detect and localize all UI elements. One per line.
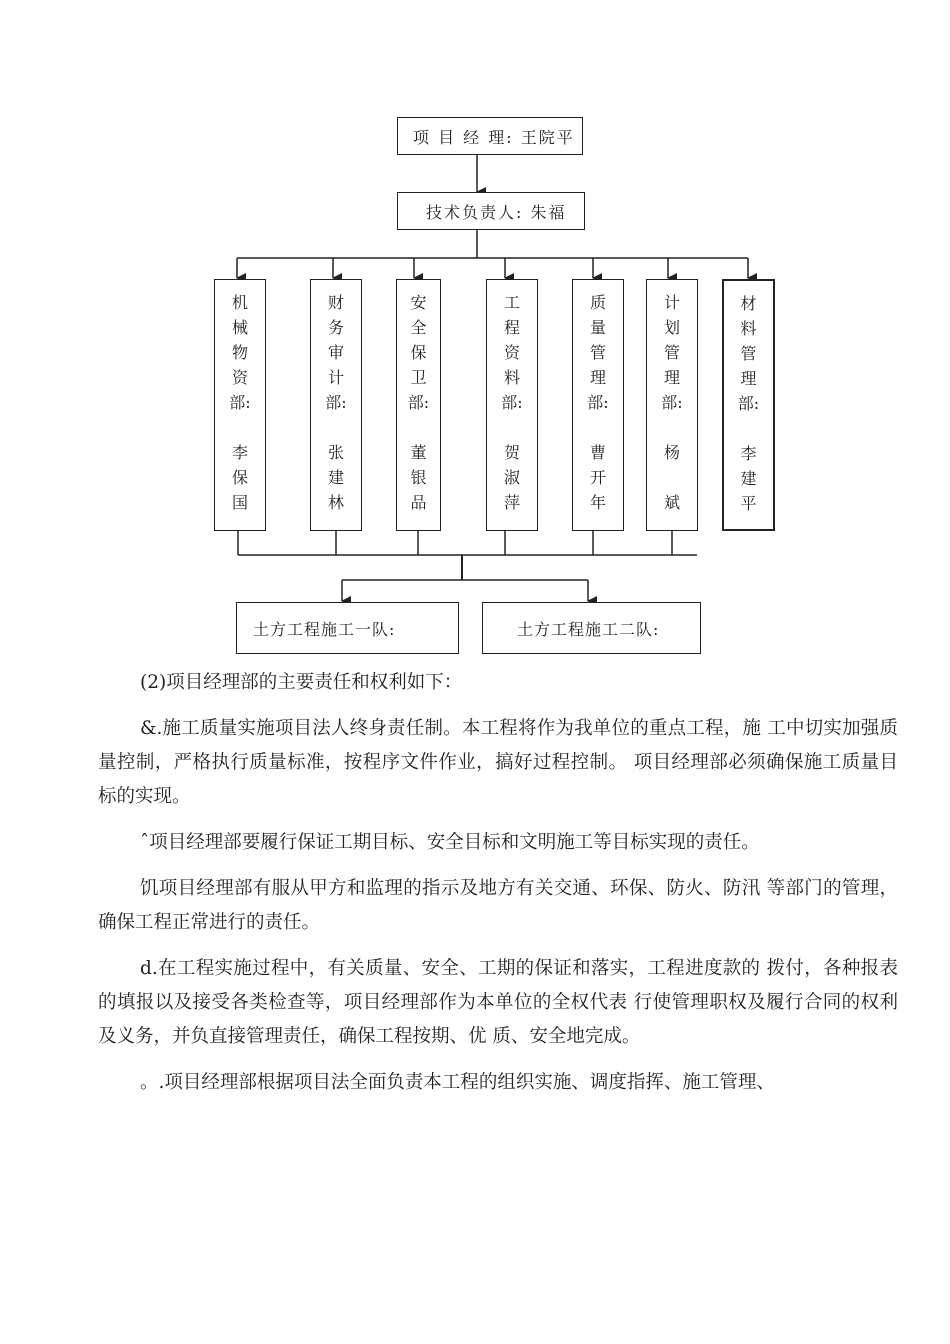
- team-label: 土方工程施工二队:: [517, 619, 660, 639]
- dept-name: 财 务 审 计 部:: [325, 293, 347, 412]
- org-chart: [0, 0, 950, 670]
- dept-head-name: 杨 斌: [663, 443, 680, 512]
- dept-head-name: 董 银 品: [410, 443, 427, 512]
- dept-box-planning: [646, 279, 698, 531]
- team-box-2: [482, 602, 701, 654]
- dept-head-name: 李 保 国: [231, 443, 248, 512]
- dept-head-name: 张 建 林: [327, 443, 344, 512]
- body-text: [98, 666, 898, 1112]
- dept-box-machinery: [214, 279, 266, 531]
- dept-head-name: 贺 淑 萍: [503, 443, 520, 512]
- dept-head-name: 李 建 平: [740, 444, 757, 513]
- dept-name: 质 量 管 理 部:: [587, 293, 609, 412]
- paragraph-c: 饥项目经理部有服从甲方和监理的指示及地方有关交通、环保、防火、防汛 等部门的管理，确保工程正常进行的责任。: [98, 878, 898, 933]
- org-chart-connectors: [0, 0, 950, 670]
- paragraph-d: d.在工程实施过程中，有关质量、安全、工期的保证和落实，工程进度款的 拨付，各种报表的填报以及接受各类检查等，项目经理部作为本单位的全权代表 行使管理职权及履行合同的权利及义务，并负直接管理责任，确保工程按期、优 质、安全地完成。: [98, 958, 898, 1047]
- dept-name: 计 划 管 理 部:: [661, 293, 683, 412]
- dept-box-engineering-docs: [486, 279, 538, 531]
- paragraph-a: &.施工质量实施项目法人终身责任制。本工程将作为我单位的重点工程，施 工中切实加强质量控制，严格执行质量标准，按程序文件作业，搞好过程控制。 项目经理部必须确保施工质量目标的实现。: [98, 718, 898, 807]
- dept-box-quality: [572, 279, 624, 531]
- dept-box-finance-audit: [310, 279, 362, 531]
- tech-lead-label: 技术负责人: 朱福: [426, 202, 567, 222]
- paragraph-b: ˆ项目经理部要履行保证工期目标、安全目标和文明施工等目标实现的责任。: [140, 832, 760, 853]
- team-label: 土方工程施工一队:: [253, 619, 396, 639]
- dept-box-safety: [396, 279, 441, 531]
- dept-box-materials: [722, 279, 775, 531]
- team-box-1: [236, 602, 459, 654]
- manager-box: [397, 117, 583, 155]
- dept-head-name: 曹 开 年: [589, 443, 606, 512]
- dept-name: 机 械 物 资 部:: [229, 293, 251, 412]
- dept-name: 安 全 保 卫 部:: [407, 293, 430, 412]
- dept-name: 工 程 资 料 部:: [501, 293, 523, 412]
- manager-label: 项 目 经 理: 王院平: [413, 127, 575, 147]
- section-heading: (2)项目经理部的主要责任和权利如下：: [140, 672, 463, 693]
- dept-name: 材 料 管 理 部:: [737, 294, 760, 413]
- paragraph-e: 。.项目经理部根据项目法全面负责本工程的组织实施、调度指挥、施工管理、: [140, 1072, 775, 1093]
- tech-lead-box: [397, 192, 585, 230]
